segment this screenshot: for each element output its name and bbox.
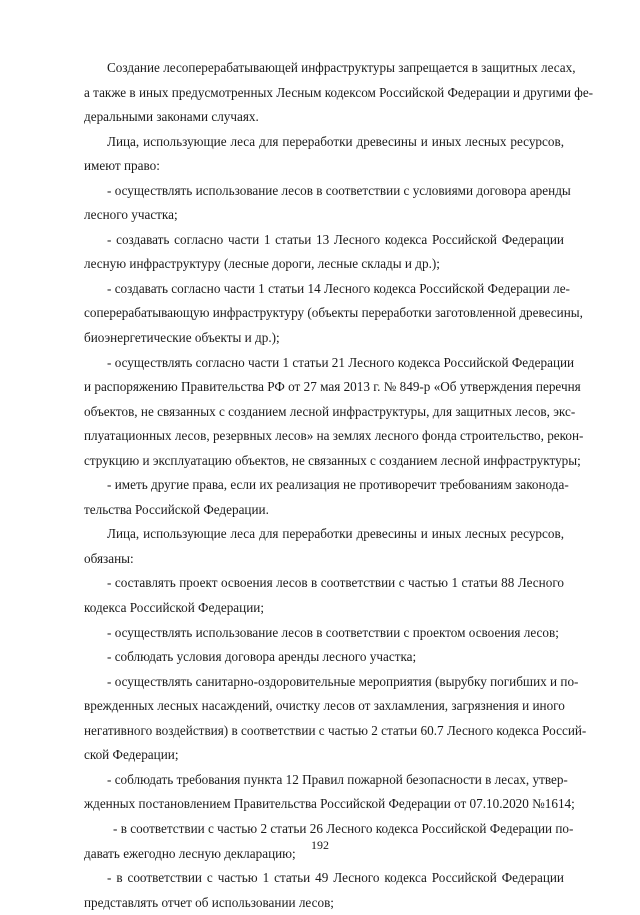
text-line: - в соответствии с частью 1 статьи 49 Лесного кодекса Российской Федерации <box>107 870 564 886</box>
paragraph-10 <box>84 621 564 646</box>
paragraph-13 <box>84 768 575 817</box>
paragraph-11 <box>84 645 564 670</box>
text-line: врежденных лесных насаждений, очистку лесов от захламления, загрязнения и иного <box>84 698 565 714</box>
text-line: - соблюдать условия договора аренды лесного участка; <box>107 649 417 665</box>
text-line: обязаны: <box>84 550 134 566</box>
paragraph-8 <box>84 522 564 571</box>
paragraph-9 <box>84 571 564 620</box>
text-line: соперерабатывающую инфраструктуру (объекты переработки заготовленной древесины, <box>84 305 583 321</box>
text-line: - соблюдать требования пункта 12 Правил пожарной безопасности в лесах, утвер- <box>107 771 568 787</box>
text-line: деральными законами случаях. <box>84 109 259 125</box>
text-line: - осуществлять согласно части 1 статьи 21 Лесного кодекса Российской Федерации <box>107 354 575 370</box>
paragraph-5 <box>84 277 583 351</box>
text-line: лесного участка; <box>84 207 178 223</box>
text-line: тельства Российской Федерации. <box>84 501 269 517</box>
text-line: давать ежегодно лесную декларацию; <box>84 845 296 861</box>
paragraph-7 <box>84 473 569 522</box>
text-line: а также в иных предусмотренных Лесным кодексом Российской Федерации и другими фе- <box>84 84 594 100</box>
text-line: струкцию и эксплуатацию объектов, не связанных с созданием лесной инфраструктуры; <box>84 452 581 468</box>
body-text <box>84 56 594 915</box>
paragraph-12 <box>84 670 587 768</box>
paragraph-4 <box>84 228 564 277</box>
paragraph-1 <box>84 56 594 130</box>
text-line: - иметь другие права, если их реализация не противоречит требованиям законода- <box>107 477 569 493</box>
paragraph-2 <box>84 130 564 179</box>
text-line: лесную инфраструктуру (лесные дороги, лесные склады и др.); <box>84 256 440 272</box>
text-line: - осуществлять санитарно-оздоровительные мероприятия (вырубку погибших и по- <box>107 673 579 689</box>
text-line: ской Федерации; <box>84 747 179 763</box>
text-line: Создание лесоперерабатывающей инфраструктуры запрещается в защитных лесах, <box>107 60 576 75</box>
text-line: Лица, использующие леса для переработки древесины и иных лесных ресурсов, <box>107 526 564 542</box>
paragraph-3 <box>84 179 571 228</box>
paragraph-6 <box>84 351 584 474</box>
text-line: - создавать согласно части 1 статьи 13 Лесного кодекса Российской Федерации <box>107 231 564 247</box>
text-line: - осуществлять использование лесов в соответствии с проектом освоения лесов; <box>107 624 559 640</box>
text-line: - составлять проект освоения лесов в соответствии с частью 1 статьи 88 Лесного <box>107 575 564 591</box>
text-line: жденных постановлением Правительства Российской Федерации от 07.10.2020 №1614; <box>84 796 575 812</box>
text-line: негативного воздействия) в соответствии с частью 2 статьи 60.7 Лесного кодекса Россий- <box>84 722 587 738</box>
text-line: плуатационных лесов, резервных лесов» на землях лесного фонда строительство, рекон- <box>84 428 584 444</box>
page-number: 192 <box>311 838 329 852</box>
text-line: - в соответствии с частью 2 статьи 26 Лесного кодекса Российской Федерации по- <box>113 820 574 836</box>
text-line: - создавать согласно части 1 статьи 14 Лесного кодекса Российской Федерации ле- <box>107 280 570 296</box>
text-line: объектов, не связанных с созданием лесной инфраструктуры, для защитных лесов, экс- <box>84 403 576 419</box>
text-line: представлять отчет об использовании лесов; <box>84 894 334 910</box>
text-line: Лица, использующие леса для переработки древесины и иных лесных ресурсов, <box>107 133 564 149</box>
text-line: - осуществлять использование лесов в соответствии с условиями договора аренды <box>107 182 571 198</box>
text-line: биоэнергетические объекты и др.); <box>84 330 280 346</box>
text-line: имеют право: <box>84 158 160 174</box>
text-line: кодекса Российской Федерации; <box>84 600 264 616</box>
text-line: и распоряжению Правительства РФ от 27 мая 2013 г. № 849-р «Об утверждения перечня <box>84 379 581 395</box>
paragraph-15 <box>84 866 564 915</box>
